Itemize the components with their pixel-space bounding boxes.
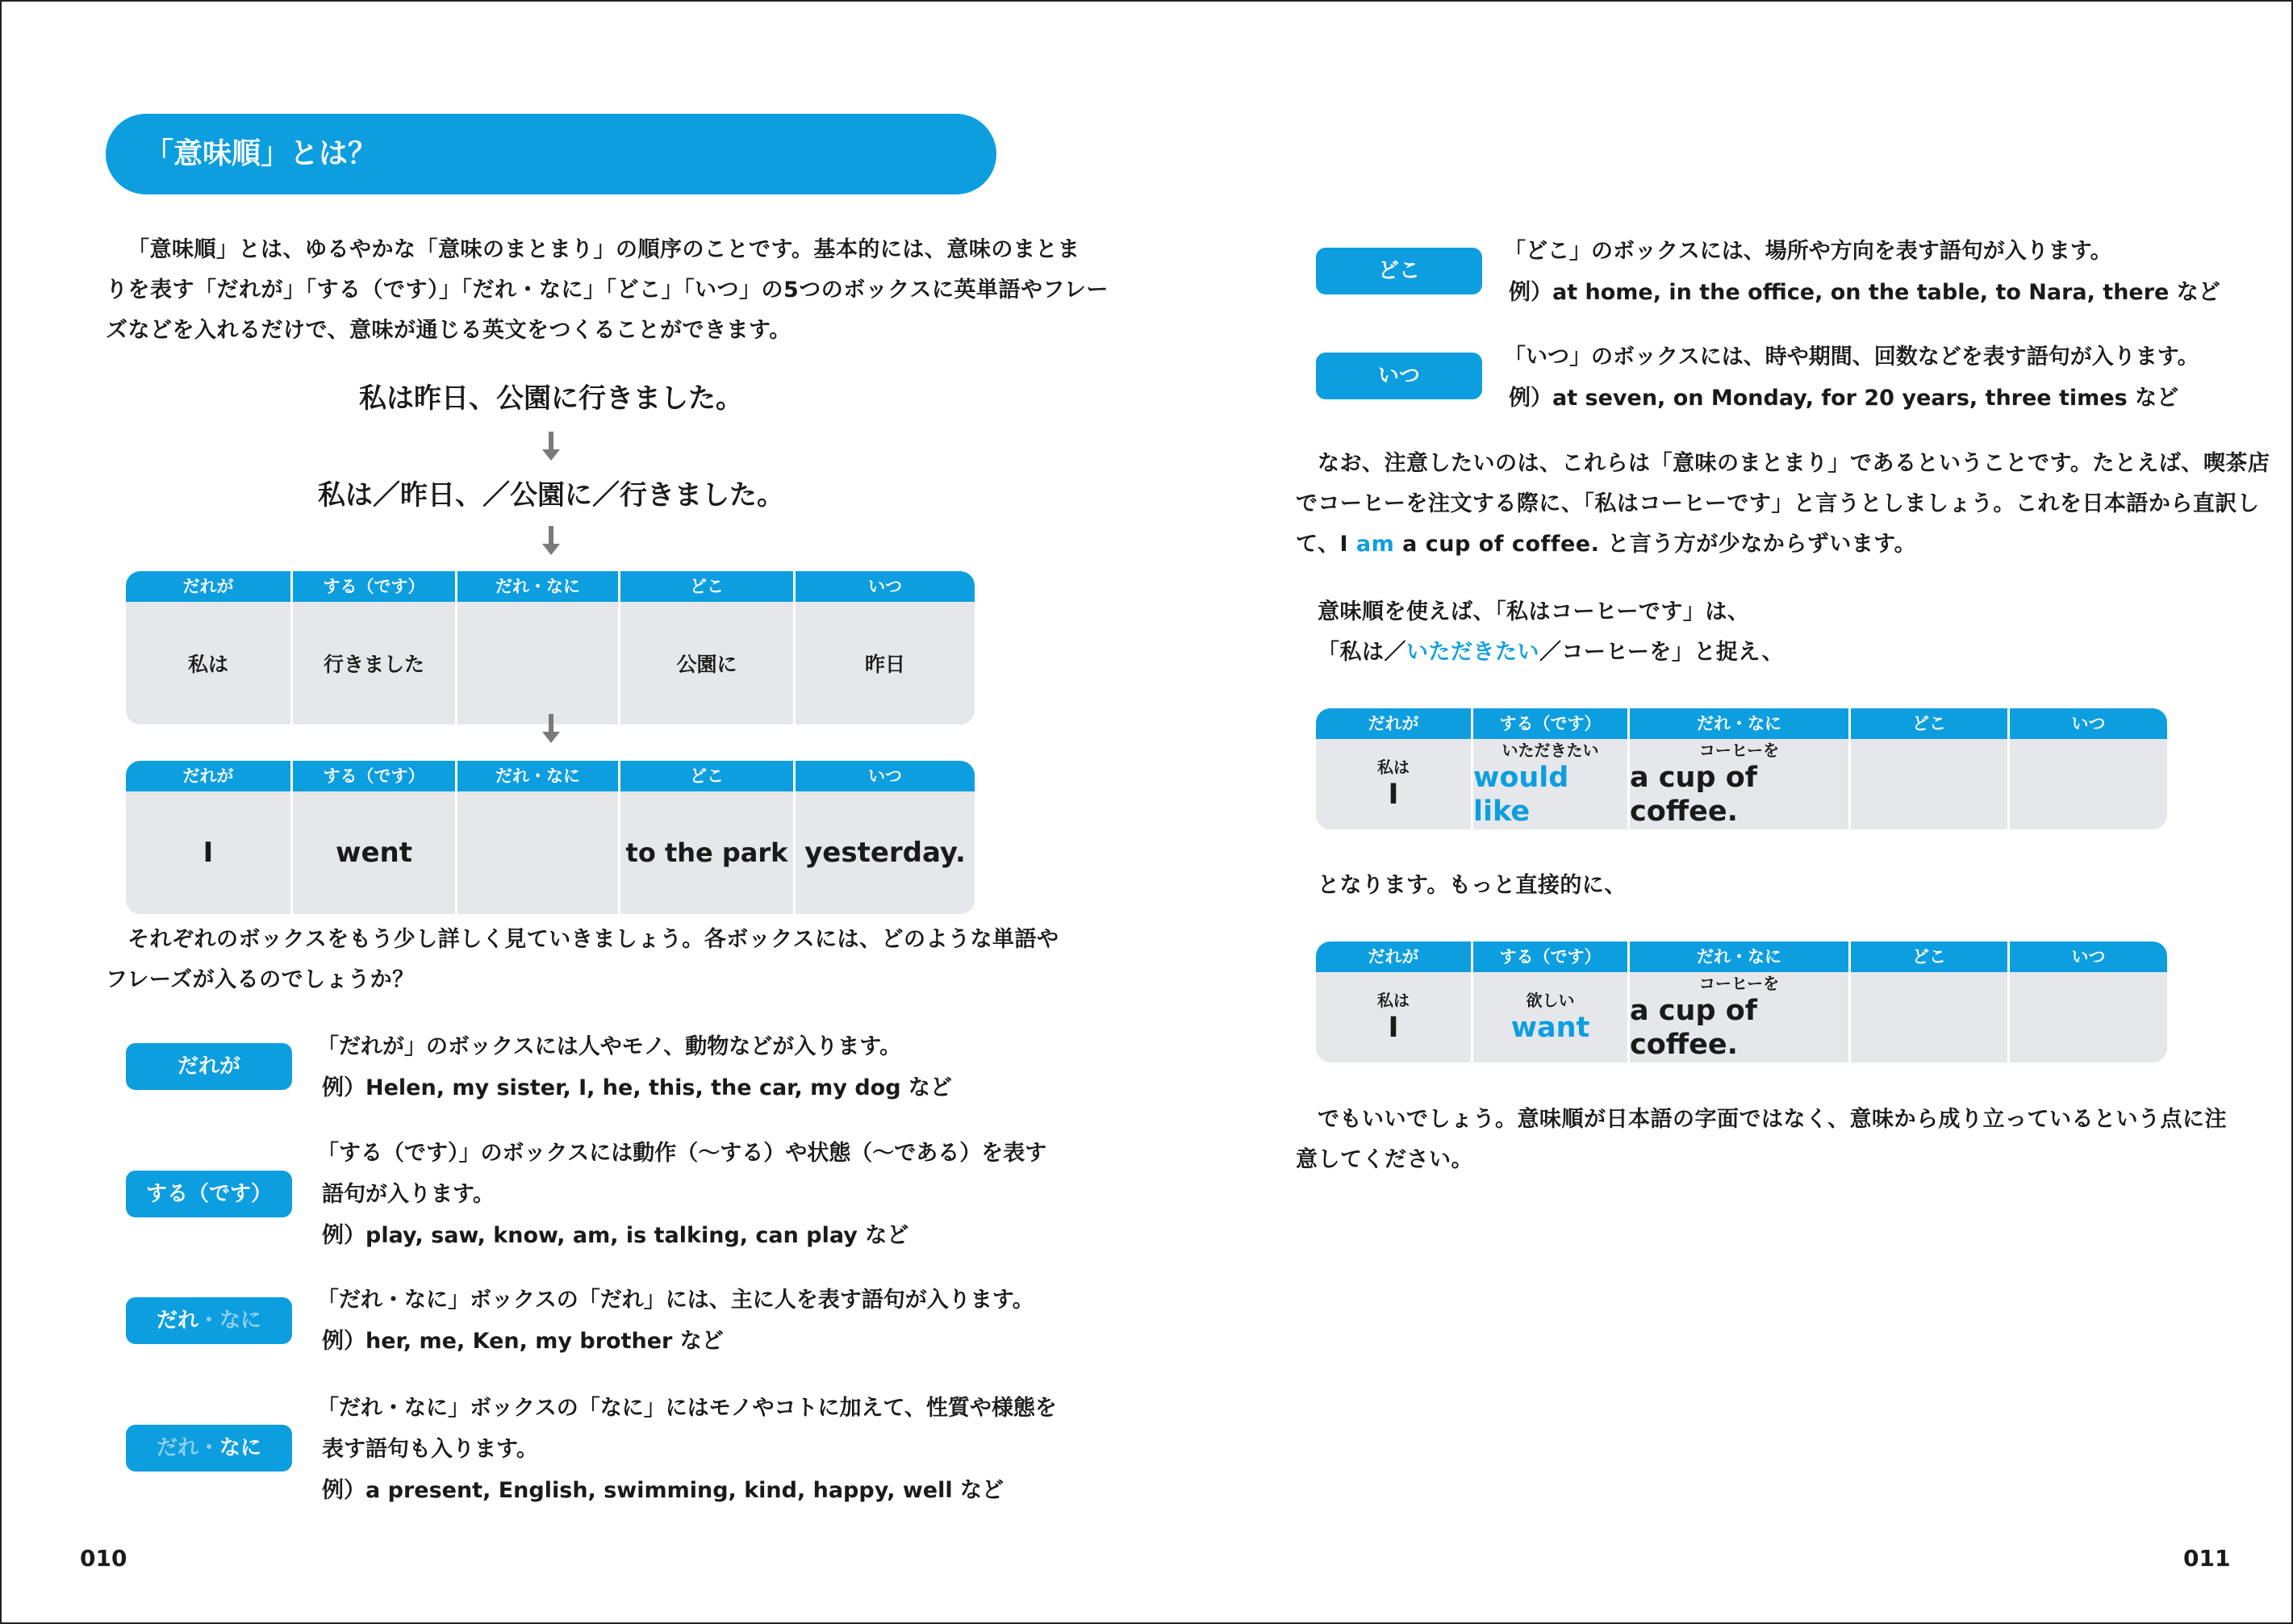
- closing-paragraph: [1296, 1100, 2227, 1180]
- table-header-suru: する（です）: [293, 761, 455, 791]
- description-line: 例）at seven, on Monday, for 20 years, three times など: [1509, 386, 2179, 411]
- left-page: [0, 0, 1146, 1624]
- description-line: 例）her, me, Ken, my brother など: [322, 1329, 724, 1354]
- paragraph-line: なお、注意したいのは、これらは「意味のまとまり」であるということです。たとえば、喫茶店: [1318, 451, 2270, 476]
- box-description: [1504, 336, 2199, 419]
- paragraph-line: 意してください。: [1296, 1147, 1473, 1172]
- table-header-dare-ga: だれが: [126, 571, 290, 602]
- table-cell: I: [126, 791, 290, 914]
- imijun-table-want: [1316, 941, 2167, 1062]
- intro-paragraph: [106, 230, 1109, 351]
- label-pill-doko: どこ: [1316, 248, 1482, 294]
- paragraph-imijun: [1318, 592, 1784, 673]
- paragraph-line: 「私は／いただきたい／コーヒーを」と捉え、: [1318, 640, 1785, 665]
- box-description: [317, 1280, 1034, 1362]
- imijun-table-japanese: [126, 571, 975, 724]
- paragraph-line: 意味順を使えば、「私はコーヒーです」は、: [1318, 599, 1750, 624]
- paragraph-line: て、I am a cup of coffee. と言う方が少なからずいます。: [1296, 532, 1917, 557]
- table-header-dare-ga: だれが: [1316, 941, 1471, 972]
- table-cell: コーヒーを a cup of coffee.: [1630, 972, 1848, 1062]
- intro-line: 「意味順」とは、ゆるやかな「意味のまとまり」の順序のことです。基本的には、意味のまとま: [127, 237, 1080, 262]
- imijun-table-would-like: [1316, 708, 2167, 829]
- box-description: [1504, 231, 2220, 313]
- table-cell: went: [293, 791, 455, 914]
- explanation-paragraph: [106, 920, 1059, 1000]
- table-cell: 行きました: [293, 602, 455, 724]
- example-sentence: 私は昨日、公園に行きました。: [359, 382, 743, 415]
- table-cell: コーヒーを a cup of coffee.: [1630, 739, 1848, 829]
- intro-line: ズなどを入れるだけで、意味が通じる英文をつくることができます。: [106, 318, 791, 343]
- table-cell: [457, 791, 618, 914]
- table-cell: 私は: [126, 602, 290, 724]
- label-pill-itsu: いつ: [1316, 353, 1482, 399]
- table-header-doko: どこ: [1851, 941, 2007, 972]
- box-description: [317, 1133, 1046, 1256]
- imijun-table-english: [126, 761, 975, 914]
- paragraph-line: フレーズが入るのでしょうか？: [106, 967, 415, 992]
- description-line: 例）Helen, my sister, I, he, this, the car, my dog など: [322, 1075, 952, 1100]
- table-cell: [1851, 739, 2007, 829]
- label-pill-nani: だれ・なに: [126, 1425, 292, 1472]
- description-line: 例）at home, in the office, on the table, to Nara, there など: [1509, 280, 2220, 305]
- label-pill-dare-ga: だれが: [126, 1043, 292, 1090]
- table-cell: [2010, 739, 2167, 829]
- table-cell: 公園に: [620, 602, 793, 724]
- box-description: [317, 1388, 1057, 1511]
- table-cell: 欲しい want: [1473, 972, 1627, 1062]
- table-header-dare-nani: だれ・なに: [1630, 941, 1848, 972]
- chunked-sentence: 私は／昨日、／公園に／行きました。: [318, 479, 784, 511]
- paragraph-line: それぞれのボックスをもう少し詳しく見ていきましょう。各ボックスには、どのような単語や: [127, 927, 1059, 952]
- description-line: 語句が入ります。: [322, 1182, 495, 1207]
- table-cell: 昨日: [796, 602, 975, 724]
- table-header-dare-ga: だれが: [126, 761, 290, 791]
- paragraph-line: でコーヒーを注文する際に、「私はコーヒーです」と言うとしましょう。これを日本語から直訳し: [1296, 491, 2260, 516]
- table-cell: 私は I: [1316, 739, 1471, 829]
- table-cell: [2010, 972, 2167, 1062]
- note-paragraph: [1296, 444, 2270, 565]
- table-header-dare-nani: だれ・なに: [1630, 708, 1848, 739]
- description-line: 例）a present, English, swimming, kind, happy, well など: [322, 1478, 1004, 1503]
- description-line: 例）play, saw, know, am, is talking, can play など: [322, 1223, 909, 1248]
- table-header-itsu: いつ: [2010, 708, 2167, 739]
- table-header-doko: どこ: [1851, 708, 2007, 739]
- intro-line: りを表す「だれが」「する（です）」「だれ・なに」「どこ」「いつ」の5つのボックスに英単語やフレー: [106, 278, 1109, 303]
- table-cell: yesterday.: [796, 791, 975, 914]
- table-header-doko: どこ: [620, 761, 793, 791]
- table-header-suru: する（です）: [1473, 941, 1627, 972]
- table-header-itsu: いつ: [2010, 941, 2167, 972]
- table-header-suru: する（です）: [293, 571, 455, 602]
- table-header-dare-ga: だれが: [1316, 708, 1471, 739]
- description-line: 「だれ・なに」ボックスの「だれ」には、主に人を表す語句が入ります。: [317, 1288, 1034, 1313]
- table-cell: [457, 602, 618, 724]
- paragraph-line: でもいいでしょう。意味順が日本語の字面ではなく、意味から成り立っているという点に注: [1318, 1107, 2227, 1132]
- page-number: 011: [2183, 1545, 2231, 1572]
- table-cell: [1851, 972, 2007, 1062]
- description-line: 「どこ」のボックスには、場所や方向を表す語句が入ります。: [1504, 239, 2112, 264]
- table-cell: 私は I: [1316, 972, 1471, 1062]
- table-header-dare-nani: だれ・なに: [457, 761, 618, 791]
- description-line: 「だれ・なに」ボックスの「なに」にはモノやコトに加えて、性質や様態を: [317, 1396, 1057, 1421]
- description-line: 表す語句も入ります。: [322, 1437, 538, 1462]
- section-header: 「意味順」とは？: [106, 114, 996, 194]
- mid-text: となります。もっと直接的に、: [1318, 873, 1627, 898]
- description-line: 「いつ」のボックスには、時や期間、回数などを表す語句が入ります。: [1504, 344, 2199, 369]
- description-line: 「だれが」のボックスには人やモノ、動物などが入ります。: [317, 1034, 902, 1059]
- label-pill-dare: だれ・なに: [126, 1297, 292, 1344]
- table-header-itsu: いつ: [796, 571, 975, 602]
- table-header-itsu: いつ: [796, 761, 975, 791]
- page-number: 010: [80, 1545, 127, 1572]
- table-header-suru: する（です）: [1473, 708, 1627, 739]
- table-header-dare-nani: だれ・なに: [457, 571, 618, 602]
- right-page: [1146, 0, 2293, 1624]
- table-cell: to the park: [620, 791, 793, 914]
- description-line: 「する（です）」のボックスには動作（～する）や状態（～である）を表す: [317, 1141, 1047, 1166]
- table-cell: いただきたい would like: [1473, 739, 1627, 829]
- label-pill-suru: する（です）: [126, 1171, 292, 1217]
- table-header-doko: どこ: [620, 571, 793, 602]
- box-description: [317, 1026, 952, 1108]
